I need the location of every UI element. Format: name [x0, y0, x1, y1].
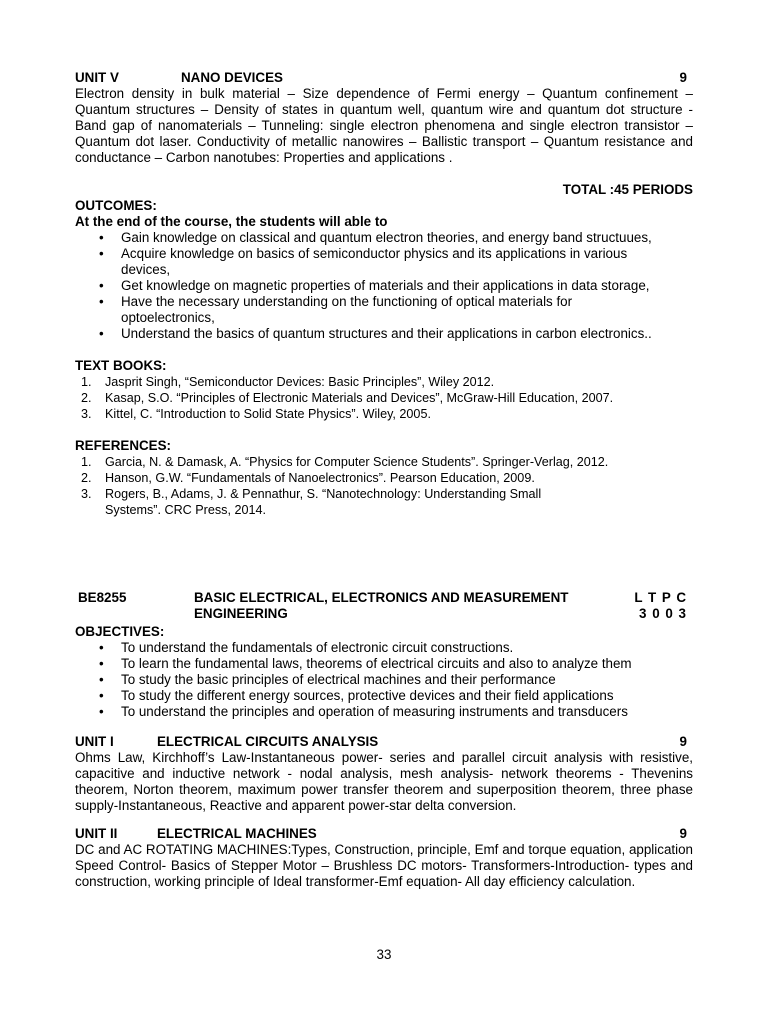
textbooks-list [75, 374, 693, 422]
unit2-text: DC and AC ROTATING MACHINES:Types, Construction, principle, Emf and torque equation, application Speed Control- Basics of Stepper Motor – Brushless DC motors- Transformers-Introduction- types and construction, working principle of Ideal transformer-Emf equation- All day efficiency calculation. [75, 842, 693, 889]
list-item: • Understand the basics of quantum structures and their applications in carbon electronics.. [121, 326, 693, 342]
objectives-list [75, 640, 693, 720]
ltpc-label: L T P C [634, 590, 687, 605]
page-number: 33 [376, 947, 392, 962]
document-page [75, 70, 693, 890]
references-heading: REFERENCES: [75, 438, 171, 453]
textbooks-heading: TEXT BOOKS: [75, 358, 167, 373]
objectives-heading: OBJECTIVES: [75, 624, 165, 639]
list-item: • To understand the fundamentals of electronic circuit constructions. [121, 640, 693, 656]
unit1-hours: 9 [679, 734, 687, 749]
reference-citation: Rogers, B., Adams, J. & Pennathur, S. “Nanotechnology: Understanding Small Systems”. CRC Press, 2014. [105, 487, 542, 517]
outcomes-intro: At the end of the course, the students will able to [75, 214, 388, 229]
unit2-title: ELECTRICAL MACHINES [157, 826, 317, 841]
unit5-code: UNIT V [75, 70, 119, 85]
unit1-text: Ohms Law, Kirchhoff’s Law-Instantaneous power- series and parallel circuit analysis with resistive, capacitive and inductive network - nodal analysis, mesh analysis- network theorems - Thevenins theorem, Norton theorem, maximum power transfer theorem and superposition theorem, three phase supply-Instantaneous, Reactive and apparent power-star delta conversion. [75, 750, 693, 813]
unit5-title: NANO DEVICES [181, 70, 283, 85]
total-periods: TOTAL :45 PERIODS [562, 182, 693, 197]
list-item: • To learn the fundamental laws, theorems of electrical circuits and also to analyze them [121, 656, 693, 672]
textbook-citation: Kittel, C. “Introduction to Solid State Physics”. Wiley, 2005. [105, 407, 431, 421]
unit5-heading [75, 70, 693, 86]
unit1-title: ELECTRICAL CIRCUITS ANALYSIS [157, 734, 379, 749]
list-item [81, 486, 575, 518]
references-list [75, 454, 693, 518]
textbook-citation: Kasap, S.O. “Principles of Electronic Materials and Devices”, McGraw-Hill Education, 2007. [105, 391, 614, 405]
unit1-code: UNIT I [75, 734, 114, 749]
ltpc-values: 3 0 0 3 [639, 606, 687, 621]
list-item [81, 390, 693, 406]
list-item: • Have the necessary understanding on the functioning of optical materials for optoelectronics, [121, 294, 601, 326]
outcomes-heading: OUTCOMES: [75, 198, 157, 213]
course-header [75, 590, 693, 622]
list-item: • Gain knowledge on classical and quantum electron theories, and energy band structuues, [121, 230, 693, 246]
course-code: BE8255 [78, 590, 127, 605]
unit2-heading [75, 826, 693, 842]
list-item [81, 374, 693, 390]
list-item: • Get knowledge on magnetic properties of materials and their applications in data storage, [121, 278, 693, 294]
unit2-hours: 9 [679, 826, 687, 841]
list-item [81, 454, 693, 470]
list-item: • To study the basic principles of electrical machines and their performance [121, 672, 693, 688]
unit5-text: Electron density in bulk material – Size dependence of Fermi energy – Quantum confinement – Quantum structures – Density of states in quantum well, quantum wire and quantum dot structure - Band gap of nanomaterials – Tunneling: single electron phenomena and single electron transistor – Quantum dot laser. Conductivity of metallic nanowires – Ballistic transport – Quantum resistance and conductance – Carbon nanotubes: Properties and applications . [75, 86, 693, 165]
list-number: 3. [81, 487, 92, 501]
list-item: • To study the different energy sources, protective devices and their field applications [121, 688, 693, 704]
outcomes-list [75, 230, 693, 342]
list-item [81, 470, 693, 486]
list-item: • Acquire knowledge on basics of semiconductor physics and its applications in various devices, [121, 246, 641, 278]
course-title-line2: ENGINEERING [194, 606, 288, 621]
list-number: 2. [81, 471, 92, 485]
list-item [81, 406, 693, 422]
reference-citation: Hanson, G.W. “Fundamentals of Nanoelectronics”. Pearson Education, 2009. [105, 471, 535, 485]
unit2-code: UNIT II [75, 826, 118, 841]
reference-citation: Garcia, N. & Damask, A. “Physics for Computer Science Students”. Springer-Verlag, 2012. [105, 455, 609, 469]
list-number: 2. [81, 391, 92, 405]
list-number: 1. [81, 455, 92, 469]
list-item: • To understand the principles and operation of measuring instruments and transducers [121, 704, 693, 720]
unit1-heading [75, 734, 693, 750]
course-title-line1: BASIC ELECTRICAL, ELECTRONICS AND MEASUREMENT [194, 590, 569, 605]
unit5-hours: 9 [679, 70, 687, 85]
list-number: 1. [81, 375, 92, 389]
textbook-citation: Jasprit Singh, “Semiconductor Devices: Basic Principles”, Wiley 2012. [105, 375, 495, 389]
list-number: 3. [81, 407, 92, 421]
